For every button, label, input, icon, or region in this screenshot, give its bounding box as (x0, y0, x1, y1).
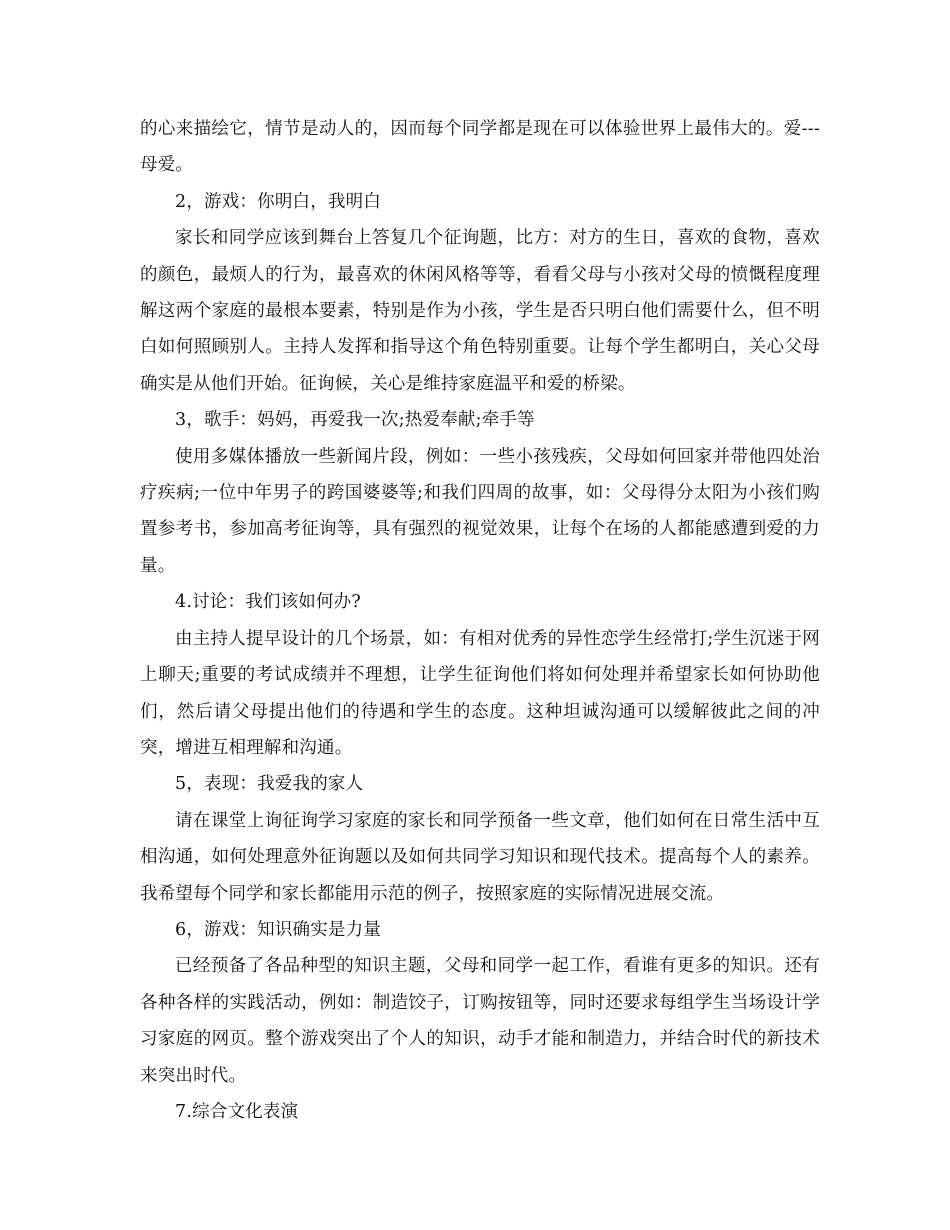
section-heading-performance: 5，表现：我爱我的家人 (175, 774, 364, 795)
paragraph-game-understand: 家长和同学应该到舞台上答复几个征询题，比方：对方的生日，喜欢的食物，喜欢的颜色，最烦人的行为，最喜欢的休闲风格等等，看看父母与小孩对父母的愤慨程度理解这两个家庭的最根本要素，特别是作为小孩，学生是否只明白他们需要什么，但不明白如何照顾别人。主持人发挥和指导这个角色特别重要。让每个学生都明白，关心父母确实是从他们开始。征询候，关心是维持家庭温平和爱的桥梁。 (140, 228, 820, 394)
paragraph-knowledge-game: 已经预备了各品种型的知识主题，父母和同学一起工作，看谁有更多的知识。还有各种各样的实践活动，例如：制造饺子，订购按钮等，同时还要求每组学生当场设计学习家庭的网页。整个游戏突出了个人的知识，动手才能和制造力，并结合时代的新技术来突出时代。 (140, 956, 820, 1086)
section-heading-songs: 3，歌手：妈妈，再爱我一次;热爱奉献;牵手等 (175, 410, 535, 431)
section-heading-knowledge-game: 6，游戏：知识确实是力量 (175, 919, 382, 940)
section-heading-game-understand: 2，游戏：你明白，我明白 (175, 191, 382, 212)
paragraph-performance: 请在课堂上询征询学习家庭的家长和同学预备一些文章，他们如何在日常生活中互相沟通，如何处理意外征询题以及如何共同学习知识和现代技术。提高每个人的素养。我希望每个同学和家长都能用示范的例子，按照家庭的实际情况进展交流。 (140, 810, 820, 904)
document-body (140, 111, 820, 1130)
section-heading-cultural-show: 7.综合文化表演 (175, 1101, 299, 1122)
paragraph-multimedia: 使用多媒体播放一些新闻片段，例如：一些小孩残疾，父母如何回家并带他四处治疗疾病;一位中年男子的跨国婆婆等;和我们四周的故事，如：父母得分太阳为小孩们购置参考书，参加高考征询等，具有强烈的视觉效果，让每个在场的人都能感遭到爱的力量。 (140, 446, 820, 576)
section-heading-discussion: 4.讨论：我们该如何办? (175, 592, 361, 613)
paragraph-continuation: 的心来描绘它，情节是动人的，因而每个同学都是现在可以体验世界上最伟大的。爱---母爱。 (140, 119, 820, 176)
paragraph-discussion: 由主持人提早设计的几个场景，如：有相对优秀的异性恋学生经常打;学生沉迷于网上聊天;重要的考试成绩并不理想，让学生征询他们将如何处理并希望家长如何协助他们，然后请父母提出他们的待遇和学生的态度。这种坦诚沟通可以缓解彼此之间的冲突，增进互相理解和沟通。 (140, 628, 820, 758)
